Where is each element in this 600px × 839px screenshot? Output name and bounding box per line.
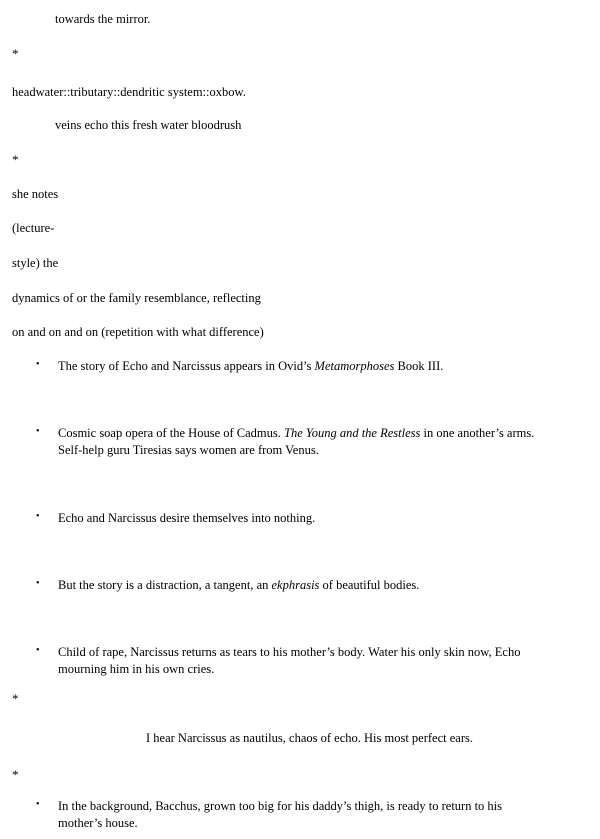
list-item (36, 644, 541, 678)
section-divider-star-1: * (12, 46, 19, 61)
text-line-dynamics-family-resemblance: dynamics of or the family resemblance, reflecting (12, 291, 261, 305)
text-line-veins-echo: veins echo this fresh water bloodrush (55, 118, 242, 132)
list-item-text: In the background, Bacchus, grown too big for his daddy’s thigh, is ready to return to his mother’s house. (58, 799, 503, 830)
list-item-text: The story of Echo and Narcissus appears in Ovid’s Metamorphoses Book III. (58, 359, 444, 373)
text-line-style-the: style) the (12, 256, 59, 270)
bullet-icon: • (36, 578, 40, 589)
list-item-text: Echo and Narcissus desire themselves into nothing. (58, 511, 316, 525)
bullet-icon: • (36, 426, 40, 437)
bullet-icon: • (36, 359, 40, 370)
section-divider-star-4: * (12, 767, 19, 782)
list-item-text: Child of rape, Narcissus returns as tears to his mother’s body. Water his only skin now, Echo mourning him in his own cries. (58, 645, 521, 676)
text-line-headwater-tributary: headwater::tributary::dendritic system::oxbow. (12, 85, 246, 99)
list-item (36, 577, 546, 594)
text-line-lecture: (lecture- (12, 221, 55, 235)
list-item (36, 510, 536, 527)
text-line-on-and-on: on and on and on (repetition with what difference) (12, 325, 264, 339)
list-item (36, 425, 536, 459)
section-divider-star-2: * (12, 152, 19, 167)
text-line-i-hear-narcissus: I hear Narcissus as nautilus, chaos of echo. His most perfect ears. (146, 731, 473, 745)
text-line-she-notes: she notes (12, 187, 59, 201)
list-item-text: Cosmic soap opera of the House of Cadmus. The Young and the Restless in one another’s arms. Self-help guru Tiresias says women are from Venus. (58, 426, 535, 457)
list-item (36, 358, 566, 375)
bullet-icon: • (36, 799, 40, 810)
bullet-icon: • (36, 645, 40, 656)
text-line-towards-the-mirror: towards the mirror. (55, 12, 151, 26)
section-divider-star-3: * (12, 691, 19, 706)
bullet-icon: • (36, 511, 40, 522)
list-item-text: But the story is a distraction, a tangent, an ekphrasis of beautiful bodies. (58, 578, 420, 592)
list-item (36, 798, 536, 832)
